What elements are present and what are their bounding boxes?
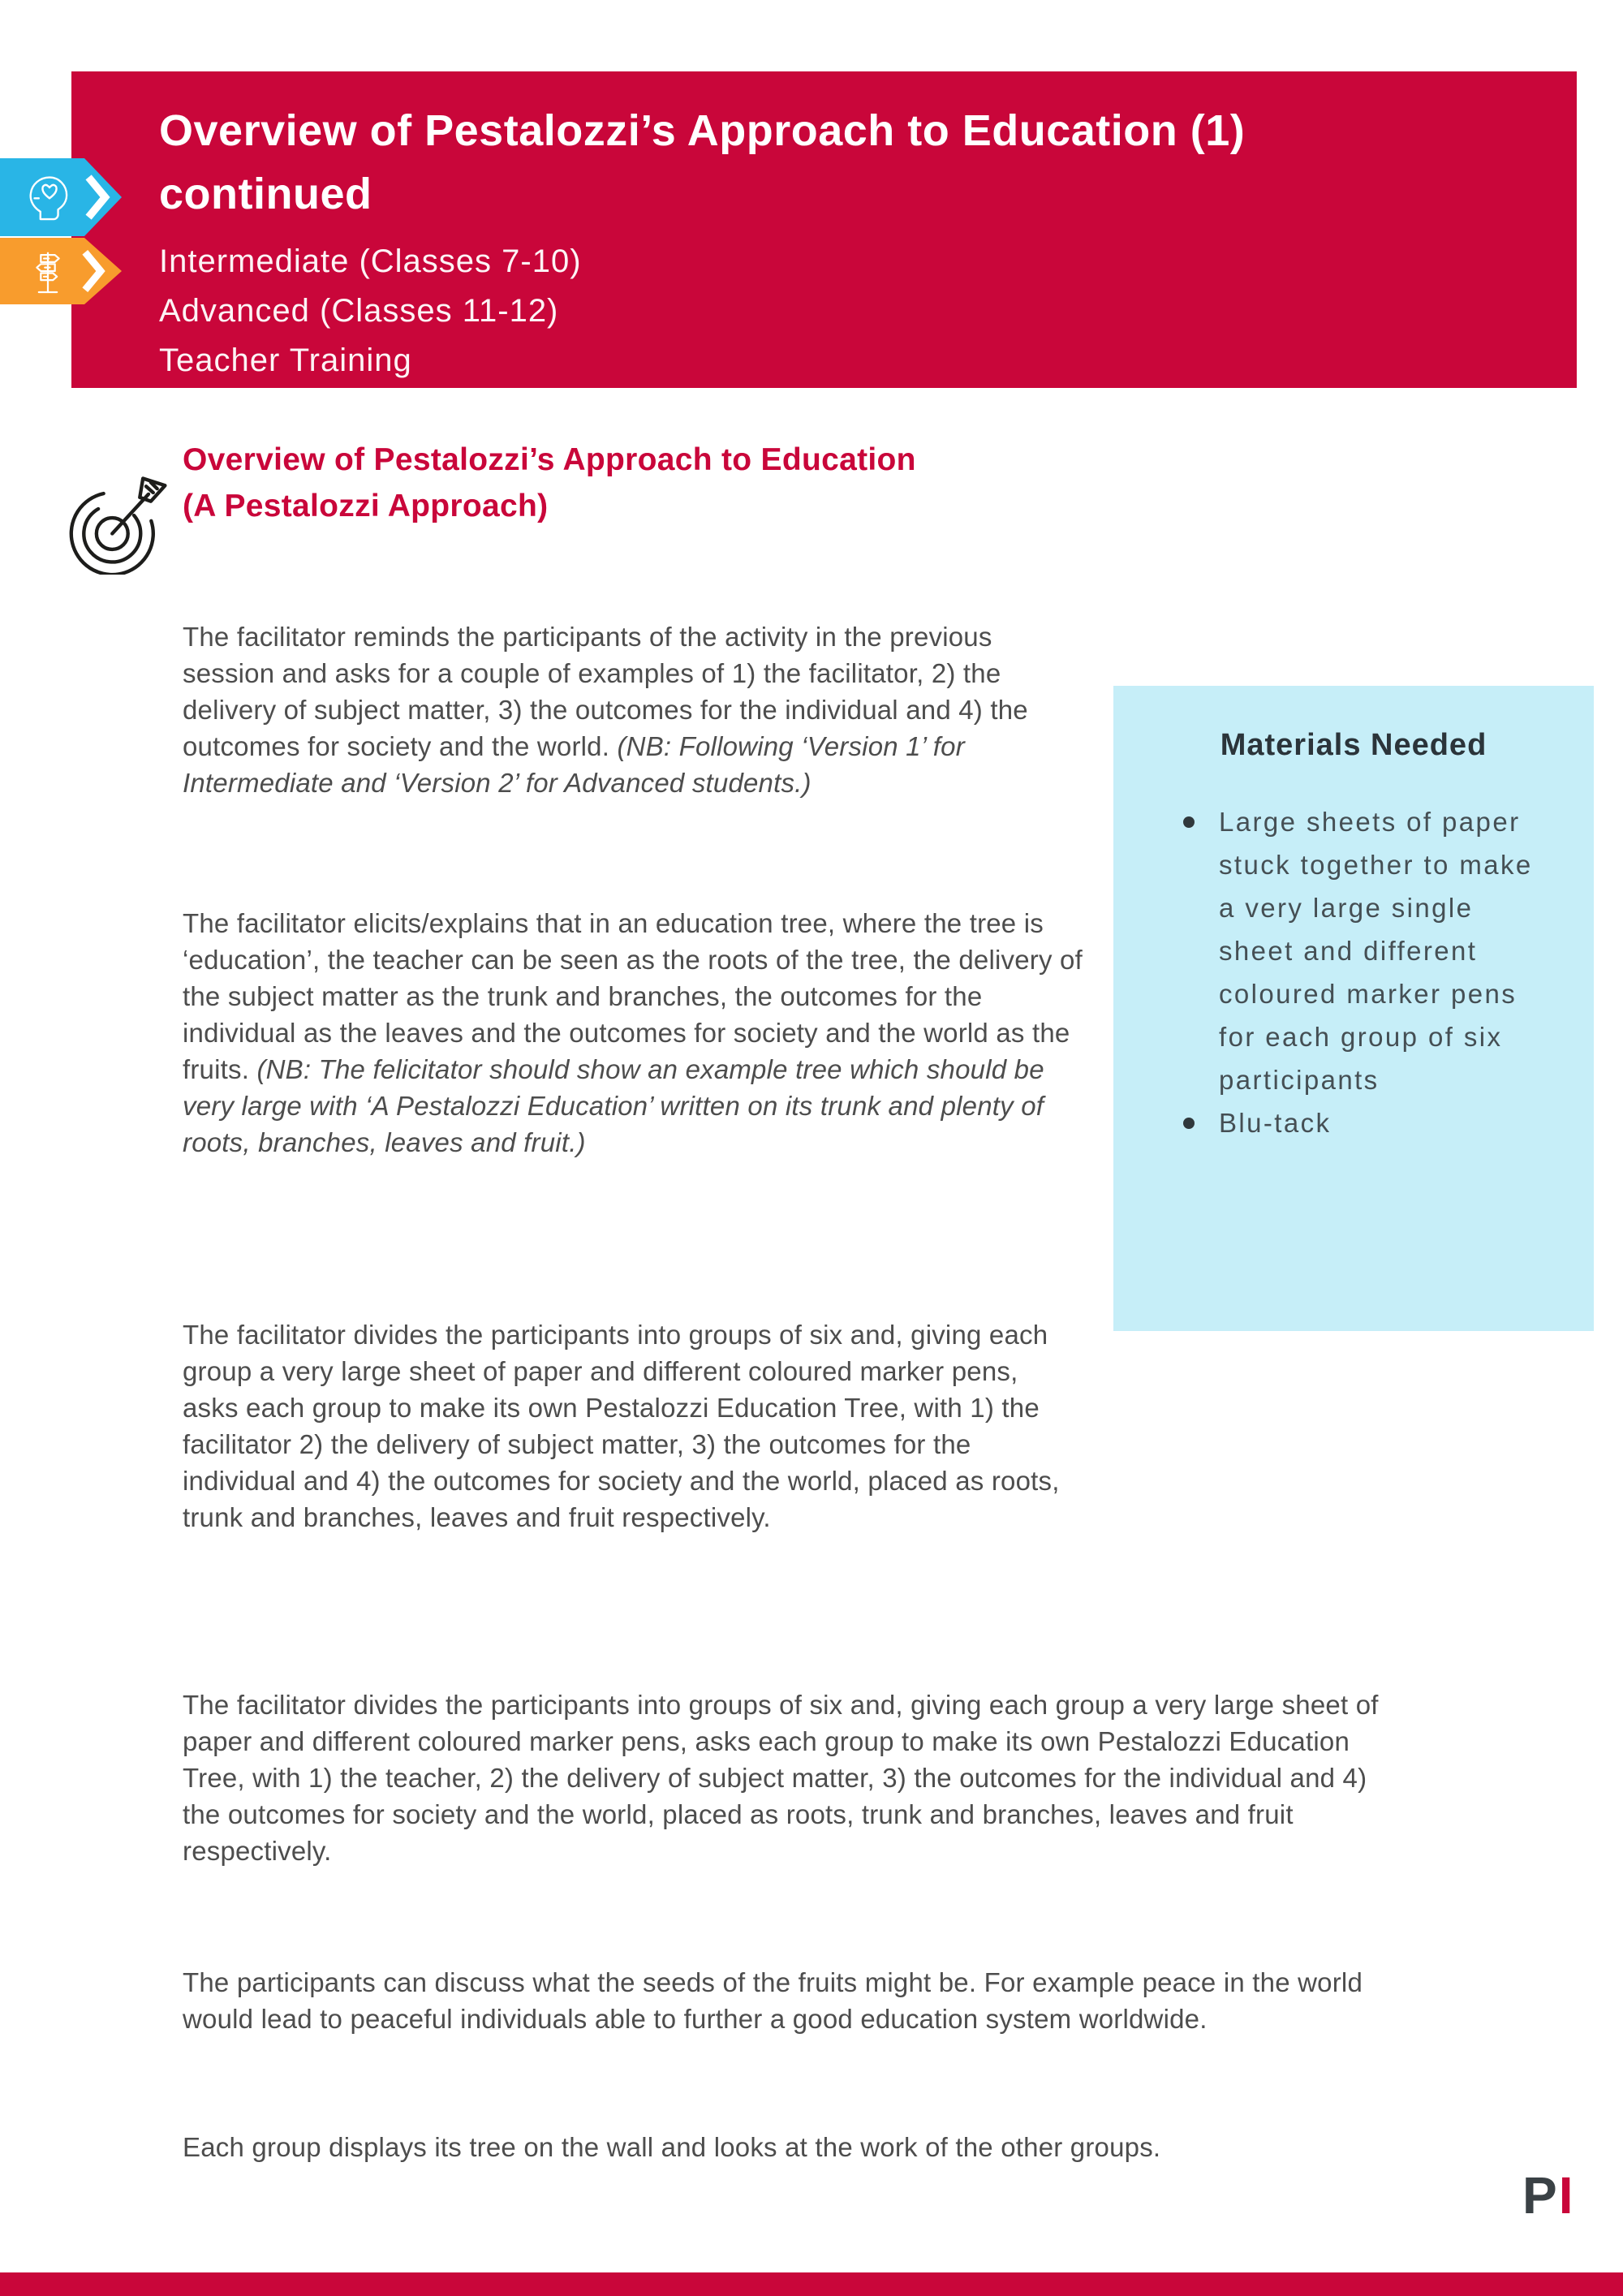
- list-item: [1183, 800, 1594, 1101]
- paragraph-2: [183, 905, 1091, 1161]
- head-with-heart-icon: [23, 169, 76, 226]
- paragraph-1: [183, 618, 1087, 801]
- header-banner: [71, 71, 1577, 388]
- paragraph-3: The facilitator divides the participants into groups of six and, giving each group a very large sheet of paper and different coloured marker pens, asks each group to make its own Pestalozzi Education Tree, with 1) the facilitator 2) the delivery of subject matter, 3) the outcomes for the individual and 4) the outcomes for society and the world, placed as roots, trunk and branches, leaves and fruit respectively.: [183, 1320, 1060, 1532]
- bullet-icon: [1183, 1118, 1195, 1129]
- bottom-accent-bar: [0, 2272, 1623, 2296]
- paragraph-1-note: (NB: Following ‘Version 1’ for Intermediate and ‘Version 2’ for Advanced students.): [183, 731, 965, 798]
- paragraph-2-note: (NB: The felicitator should show an example tree which should be very large with ‘A Pestalozzi Education’ written on its trunk and plenty of roots, branches, leaves and fruit.): [183, 1054, 1044, 1157]
- section-heading: [183, 437, 916, 529]
- pi-logo: [1522, 2165, 1574, 2225]
- materials-item-text: Large sheets of paper stuck together to make a very large single sheet and different coloured marker pens for each group of six participants: [1219, 807, 1533, 1095]
- materials-title: Materials Needed: [1220, 728, 1487, 762]
- page-title-line2: continued: [159, 170, 372, 218]
- pi-logo-p: P: [1522, 2166, 1559, 2225]
- page-title-line1: Overview of Pestalozzi’s Approach to Education (1): [159, 106, 1246, 155]
- subtitle-advanced: Advanced (Classes 11-12): [159, 293, 559, 329]
- section-heading-line1: Overview of Pestalozzi’s Approach to Education: [183, 442, 916, 477]
- subtitle-teacher-training: Teacher Training: [159, 342, 412, 378]
- page-title: [159, 99, 1528, 226]
- signpost-icon: [23, 244, 73, 298]
- bullet-icon: [1183, 816, 1195, 828]
- paragraph-2-text: The facilitator elicits/explains that in an education tree, where the tree is ‘education’, the teacher can be seen as the roots of the tree, the delivery of the subject matter as the trunk and branches, the outcomes for the individual as the leaves and the outcomes for society and the world as the fruits.: [183, 908, 1083, 1084]
- header-subtitles: [159, 237, 1528, 386]
- target-dart-icon: [65, 464, 175, 579]
- chevron-right-icon: [81, 248, 107, 294]
- subtitle-intermediate: Intermediate (Classes 7-10): [159, 243, 582, 279]
- section-heading-line2: (A Pestalozzi Approach): [183, 489, 549, 523]
- list-item: [1183, 1101, 1594, 1144]
- materials-list: [1113, 800, 1594, 1144]
- pi-logo-i: I: [1558, 2166, 1575, 2225]
- materials-needed-box: [1113, 686, 1594, 1331]
- paragraph-6: Each group displays its tree on the wall and looks at the work of the other groups.: [183, 2132, 1161, 2162]
- paragraph-5: The participants can discuss what the seeds of the fruits might be. For example peace in the world would lead to peaceful individuals able to further a good education system worldwide.: [183, 1967, 1363, 2034]
- paragraph-4: The facilitator divides the participants into groups of six and, giving each group a very large sheet of paper and different coloured marker pens, asks each group to make its own Pestalozzi Education Tree, with 1) the teacher, 2) the delivery of subject matter, 3) the outcomes for the individual and 4) the outcomes for society and the world, placed as roots, trunk and branches, leaves and fruit respectively.: [183, 1690, 1379, 1866]
- materials-item-text: Blu-tack: [1219, 1108, 1332, 1138]
- paragraph-1-text: The facilitator reminds the participants of the activity in the previous session and asks for a couple of examples of 1) the facilitator, 2) the delivery of subject matter, 3) the outcomes for the individual and 4) the outcomes for society and the world.: [183, 622, 1028, 761]
